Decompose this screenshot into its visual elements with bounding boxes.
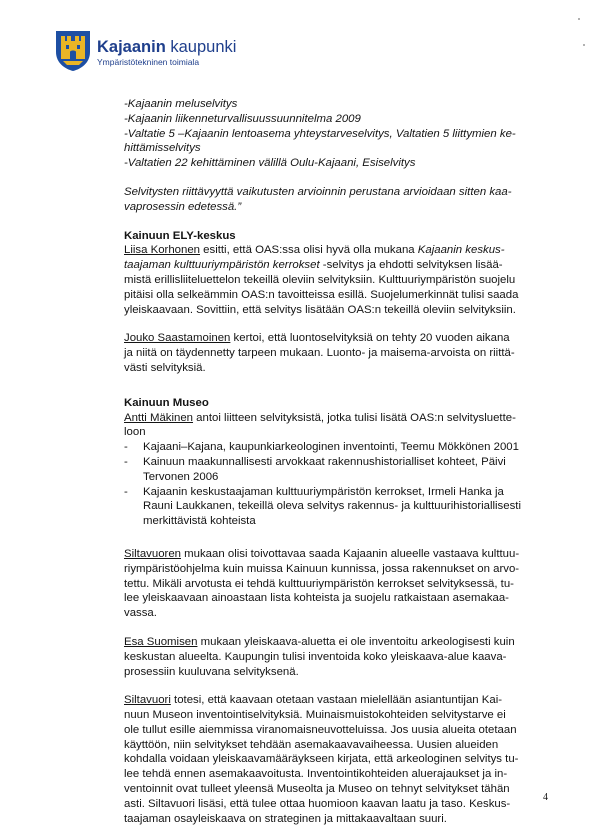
bullet-dash: - xyxy=(124,455,128,468)
bullet-dash: - xyxy=(124,441,128,454)
scan-speck xyxy=(583,44,585,46)
person-name: Siltavuoren xyxy=(124,547,181,560)
scan-speck xyxy=(578,18,580,20)
list-item: - Kajaanin keskustaajaman kulttuuriympäristön kerrokset, Irmeli Hanka ja Rauni Laukkanen, tekeillä oleva selvitys rakennus- ja kulttuurihistoriallisesti merkittävistä kohteista xyxy=(124,485,521,528)
paragraph-siltavuori-2: Siltavuori totesi, että kaavaan otetaan vastaan mielellään asiantuntijan Kai- nuun Museon inventointiselvityksiä. Muinaismuistokohteiden selvitystarve ei ole tullut esille aiemmissa viranomaisneuvotteluissa. Jos uusia alueita otetaan käyttöön, niin selvitykset tehdään asemakaavavaiheessa. Uusien alueiden kohdalla voidaan yleiskaavamääräykseen kirjata, että arkeologinen selvitys tu- lee tehdä ennen asemakaavoitusta. Inventointikohteiden aluerajaukset ja in- ventoinnit ovat tulleet yleensä Museolta ja Museo on tehnyt selvitykset tähän asti. Siltavuori lisäsi, että tulee ottaa huomioon kaavan laatu ja taso. Keskus- taajaman osayleiskaava on strateginen ja mittakaavaltaan suuri. xyxy=(124,694,519,825)
coat-of-arms-icon xyxy=(55,30,91,72)
person-name: Esa Suomisen xyxy=(124,635,198,648)
list-item: - Kainuun maakunnallisesti arvokkaat rakennushistorialliset kohteet, Päivi Tervonen 2006 xyxy=(124,455,506,483)
brand-name: Kajaanin kaupunki xyxy=(97,38,237,56)
report-item: -Kajaanin liikenneturvallisuussuunnitelma 2009 xyxy=(124,112,361,125)
report-list xyxy=(124,97,552,171)
report-item: -Valtatien 22 kehittäminen välillä Oulu-Kajaani, Esiselvitys xyxy=(124,157,416,170)
report-item: -Valtatie 5 –Kajaanin lentoasema yhteystarveselvitys, Valtatien 5 liittymien ke- xyxy=(124,127,516,140)
quote-paragraph: Selvitysten riittävyyttä vaikutusten arvioinnin perustana arvioidaan sitten kaa- vaprosessin edetessä.” xyxy=(124,185,512,213)
paragraph-suominen: Esa Suomisen mukaan yleiskaava-aluetta ei ole inventoitu arkeologisesti kuin keskustan alueelta. Kaupungin tulisi inventoida koko yleiskaava-alue kaava- prosessiin kuuluvana selvityksenä. xyxy=(124,635,515,678)
brand-block xyxy=(97,38,236,68)
paragraph-makinen: Antti Mäkinen antoi liitteen selvityksistä, jotka tulisi lisätä OAS:n selvitysluette- loon xyxy=(124,411,516,439)
paragraph-saastamoinen: Jouko Saastamoinen kertoi, että luontoselvityksiä on tehty 20 vuoden aikana ja niitä on täydennetty tarpeen mukaan. Luonto- ja maisema-arvoista on riittä- västi selvityksiä. xyxy=(124,332,515,374)
paragraph-siltavuori-1: Siltavuoren mukaan olisi toivottavaa saada Kajaanin alueelle vastaava kulttuu- riympäristöohjelma kuin muissa Kainuun kunnissa, jossa rakennukset on arvo- tettu. Mikäli arvotusta ei tehdä kulttuuriympäristön kerrokset selvityksessä, tu- lee yleiskaavaan ainoastaan lista kohteista ja suojelu ratkaistaan asemakaa- vassa. xyxy=(124,547,520,620)
document-header xyxy=(55,30,236,72)
list-item: - Kajaani–Kajana, kaupunkiarkeologinen inventointi, Teemu Mökkönen 2001 xyxy=(124,441,519,454)
report-item: -Kajaanin meluselvitys xyxy=(124,98,238,110)
paragraph-korhonen: Liisa Korhonen esitti, että OAS:ssa olisi hyvä olla mukana Kajaanin keskus- taajaman kulttuuriympäristön kerrokset -selvitys ja ehdotti selvityksen lisää- mistä erillisliiteluettelon tekeillä oleviin selvityksiin. Kulttuuriympäristön suojelu pitäisi olla selkeämmin OAS:n tavoitteissa esillä. Suojelumerkinnät tulisi saada yleiskaavaan. Sovittiin, että selvitys lisätään OAS:n tekeillä oleviin selvityksiin. xyxy=(124,244,519,316)
department-name: Ympäristötekninen toimiala xyxy=(97,57,200,67)
section-heading-museo: Kainuun Museo xyxy=(124,396,209,409)
person-name: Jouko Saastamoinen xyxy=(124,332,231,345)
person-name: Siltavuori xyxy=(124,694,171,707)
bullet-list xyxy=(124,440,552,529)
person-name: Liisa Korhonen xyxy=(124,244,200,257)
bullet-dash: - xyxy=(124,485,128,498)
section-heading-ely: Kainuun ELY-keskus xyxy=(124,229,236,242)
page-number: 4 xyxy=(543,792,548,803)
document-body xyxy=(124,97,552,826)
person-name: Antti Mäkinen xyxy=(124,411,194,424)
report-item: hittämisselvitys xyxy=(124,142,201,155)
